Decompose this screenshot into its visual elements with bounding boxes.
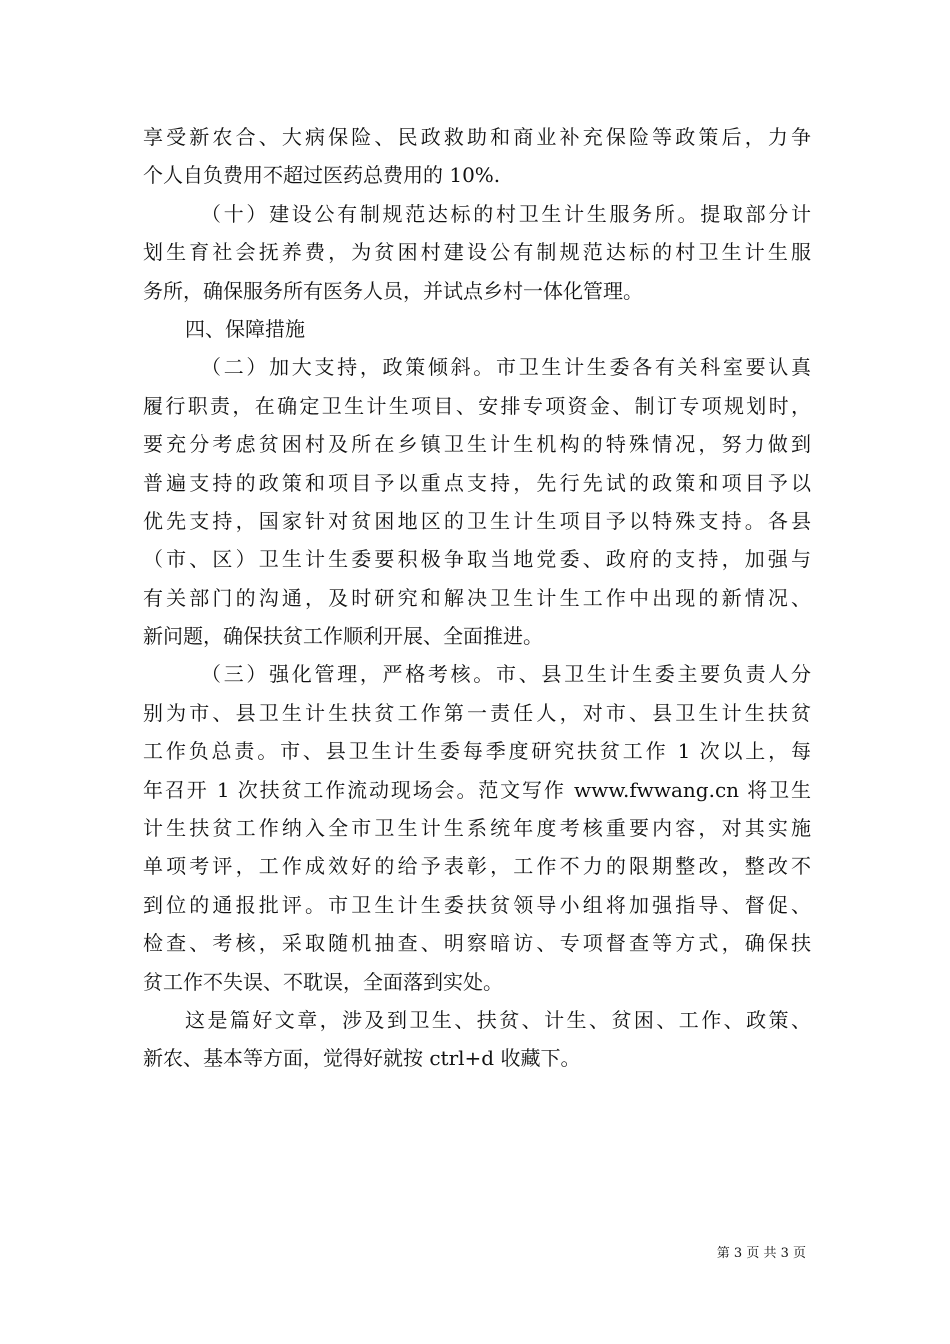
text-line: 务所，确保服务所有医务人员，并试点乡村一体化管理。: [143, 278, 643, 303]
text-line: 有关部门的沟通，及时研究和解决卫生计生工作中出现的新情况、: [143, 585, 811, 610]
text-line: 新问题，确保扶贫工作顺利开展、全面推进。: [143, 624, 543, 649]
text-line: 单项考评，工作成效好的给予表彰，工作不力的限期整改，整改不: [143, 854, 811, 879]
document-body: [143, 118, 811, 1078]
text-line: 优先支持，国家针对贫困地区的卫生计生项目予以特殊支持。各县: [143, 508, 811, 533]
text-line: 履行职责，在确定卫生计生项目、安排专项资金、制订专项规划时，: [143, 393, 811, 418]
text-line: （三）强化管理，严格考核。市、县卫生计生委主要负责人分: [201, 662, 811, 687]
text-line: 贫工作不失误、不耽误，全面落到实处。: [143, 969, 503, 994]
text-line: 享受新农合、大病保险、民政救助和商业补充保险等政策后，力争: [143, 125, 811, 149]
page-number-footer: 第 3 页 共 3 页: [716, 1246, 806, 1261]
text-line: 工作负总责。市、县卫生计生委每季度研究扶贫工作 1 次以上，每: [143, 739, 811, 764]
text-line: （二）加大支持，政策倾斜。市卫生计生委各有关科室要认真: [201, 355, 811, 380]
text-line: （市、区）卫生计生委要积极争取当地党委、政府的支持，加强与: [143, 547, 811, 572]
text-line: 计生扶贫工作纳入全市卫生计生系统年度考核重要内容，对其实施: [143, 816, 811, 841]
section-heading: 四、保障措施: [185, 316, 305, 341]
text-line: 普遍支持的政策和项目予以重点支持，先行先试的政策和项目予以: [143, 470, 811, 495]
text-line: （十）建设公有制规范达标的村卫生计生服务所。提取部分计: [201, 201, 811, 226]
text-line: 别为市、县卫生计生扶贫工作第一责任人，对市、县卫生计生扶贫: [143, 700, 811, 725]
text-line: 到位的通报批评。市卫生计生委扶贫领导小组将加强指导、督促、: [143, 892, 811, 917]
text-line: 年召开 1 次扶贫工作流动现场会。范文写作 www.fwwang.cn 将卫生: [143, 777, 811, 802]
text-line: 这是篇好文章，涉及到卫生、扶贫、计生、贫困、工作、政策、: [185, 1007, 811, 1032]
text-line: 划生育社会抚养费，为贫困村建设公有制规范达标的村卫生计生服: [143, 240, 811, 265]
text-line: 个人自负费用不超过医药总费用的 10%.: [143, 163, 501, 188]
text-line: 检查、考核，采取随机抽查、明察暗访、专项督查等方式，确保扶: [143, 931, 811, 956]
text-line: 新农、基本等方面，觉得好就按 ctrl+d 收藏下。: [143, 1046, 581, 1071]
text-line: 要充分考虑贫困村及所在乡镇卫生计生机构的特殊情况，努力做到: [143, 432, 811, 457]
